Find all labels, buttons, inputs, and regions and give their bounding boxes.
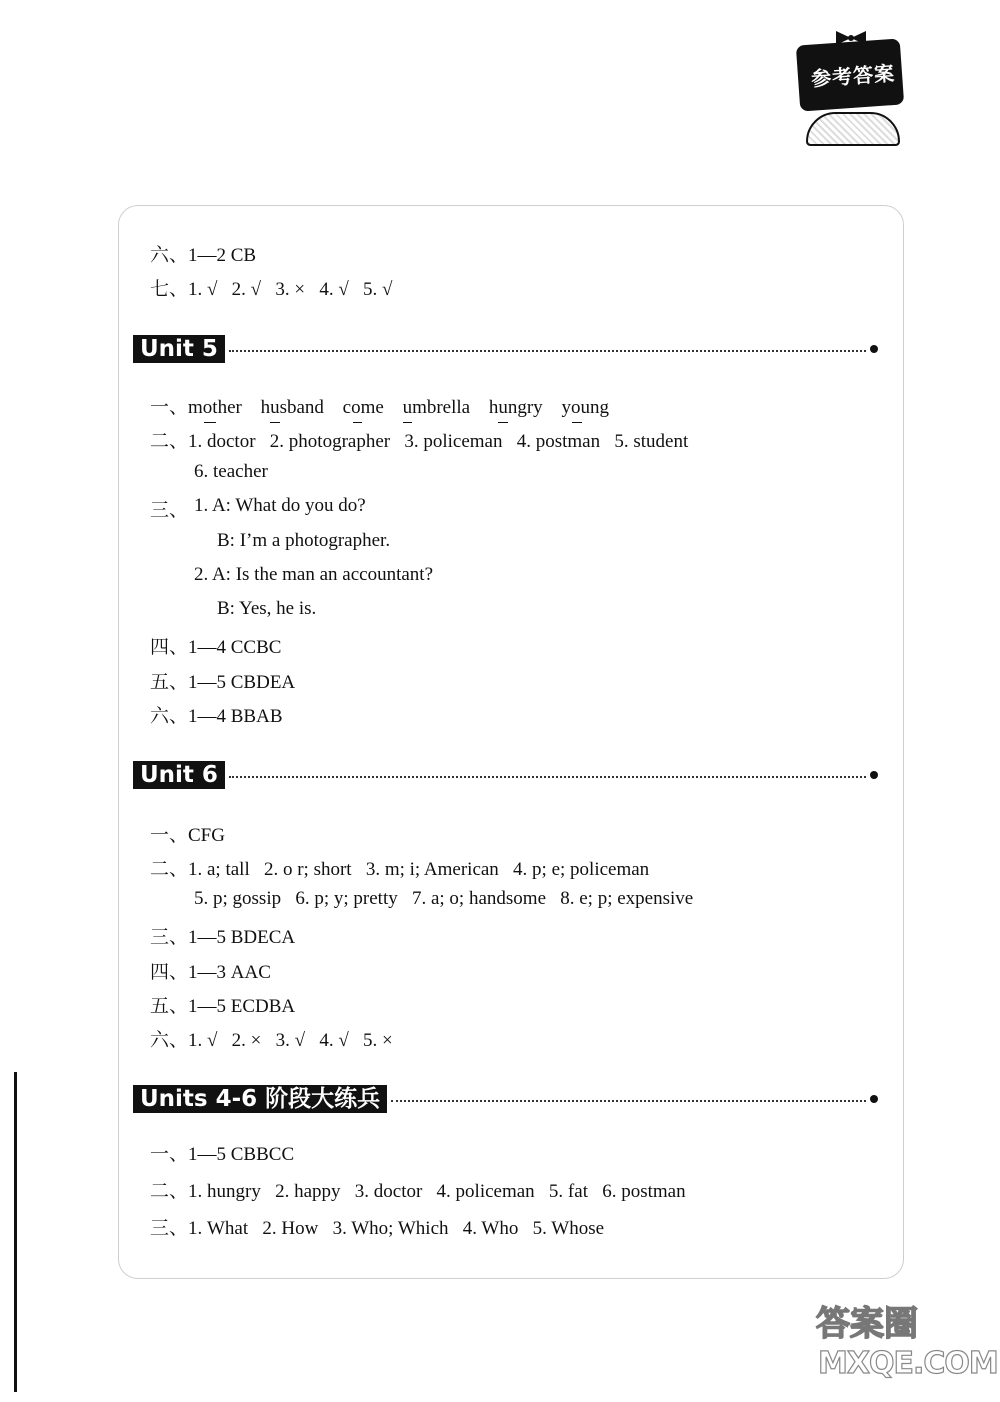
watermark: [816, 1296, 998, 1396]
word-item: husband: [260, 397, 324, 418]
unit6-q2b: 5. p; gossip 6. p; y; pretty 7. a; o; handsome 8. e; p; expensive: [194, 888, 694, 909]
unit6-header: [133, 760, 878, 790]
unit5-q6: 六、1—4 BBAB: [150, 706, 283, 727]
word-item: umbrella: [402, 397, 471, 418]
word-item: come: [342, 397, 384, 418]
badge-body: [806, 112, 900, 146]
watermark-url: MXQE.COM: [818, 1346, 998, 1381]
review-q3: 三、1. What 2. How 3. Who; Which 4. Who 5. Whose: [150, 1218, 605, 1239]
unit6-q6: 六、1. √ 2. × 3. √ 4. √ 5. ×: [150, 1030, 393, 1051]
unit6-title: Unit 6: [133, 761, 225, 789]
unit5-q3-1b: B: I’m a photographer.: [217, 530, 391, 551]
unit6-q4: 四、1—3 AAC: [150, 962, 271, 983]
unit6-q5: 五、1—5 ECDBA: [150, 996, 296, 1017]
answer-panel: [118, 205, 904, 1279]
watermark-brand: 答案圈: [816, 1304, 918, 1344]
q1-prefix: 一、: [150, 397, 189, 418]
review-header: [133, 1084, 878, 1114]
dotted-rule: [229, 350, 866, 352]
binding-edge: [14, 1072, 17, 1392]
unit5-title: Unit 5: [133, 335, 225, 363]
word-item: young: [561, 397, 609, 418]
unit5-q2a: 二、1. doctor 2. photographer 3. policeman 4. postman 5. student: [150, 431, 689, 452]
review-q2: 二、1. hungry 2. happy 3. doctor 4. policeman 5. fat 6. postman: [150, 1181, 686, 1202]
bullet-dot: [870, 1095, 878, 1103]
top-line-7: 七、1. √ 2. √ 3. × 4. √ 5. √: [150, 279, 393, 300]
unit5-q4: 四、1—4 CCBC: [150, 637, 282, 658]
top-line-6: 六、1—2 CB: [150, 245, 257, 266]
word-item: hungry: [488, 397, 543, 418]
unit5-q3-1a: 1. A: What do you do?: [194, 495, 366, 516]
review-q1: 一、1—5 CBBCC: [150, 1144, 295, 1165]
unit5-q2b: 6. teacher: [194, 461, 268, 482]
word-item: mother: [188, 397, 242, 418]
unit5-q5: 五、1—5 CBDEA: [150, 672, 296, 693]
badge-label: 参考答案: [810, 61, 896, 91]
answer-key-badge: [786, 28, 920, 146]
unit5-q3-prefix: 三、: [150, 500, 189, 521]
unit5-q3-2a: 2. A: Is the man an accountant?: [194, 564, 434, 585]
unit5-q1: [150, 392, 609, 419]
unit5-header: [133, 334, 878, 364]
unit5-q3-2b: B: Yes, he is.: [217, 598, 317, 619]
bullet-dot: [870, 345, 878, 353]
review-title: Units 4-6 阶段大练兵: [133, 1085, 387, 1113]
dotted-rule: [229, 776, 866, 778]
unit6-q2a: 二、1. a; tall 2. o r; short 3. m; i; American 4. p; e; policeman: [150, 859, 650, 880]
unit6-q1: 一、CFG: [150, 825, 225, 846]
unit6-q3: 三、1—5 BDECA: [150, 927, 296, 948]
bullet-dot: [870, 771, 878, 779]
dotted-rule: [391, 1100, 866, 1102]
